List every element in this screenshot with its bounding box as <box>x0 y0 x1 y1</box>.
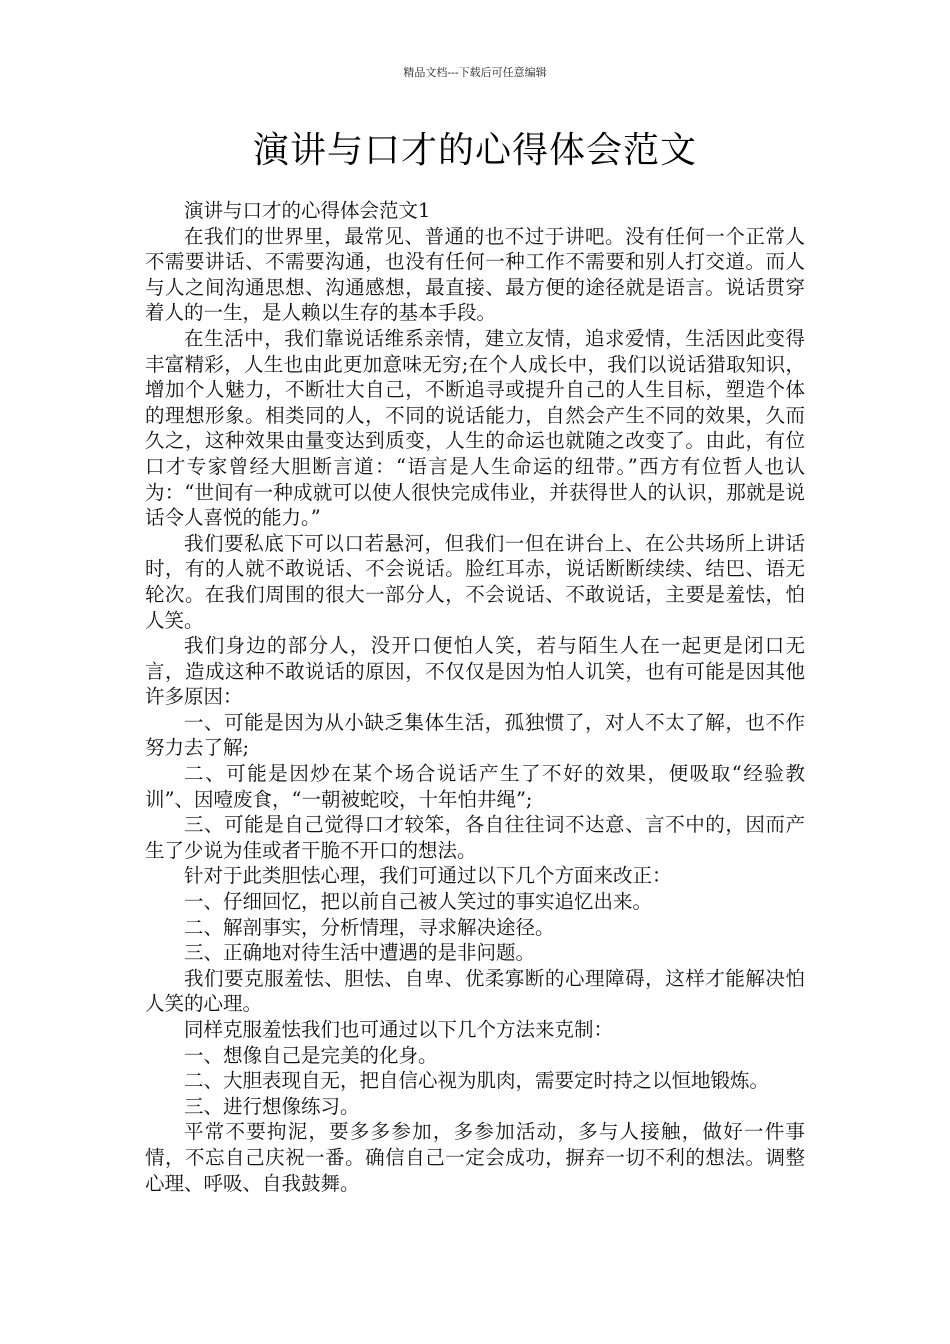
list-item: 三、进行想像练习。 <box>184 1094 360 1118</box>
list-item: 三、正确地对待生活中遭遇的是非问题。 <box>184 941 536 965</box>
paragraph: 针对于此类胆怯心理，我们可通过以下几个方面来改正： <box>184 864 672 888</box>
list-item: 一、仔细回忆，把以前自己被人笑过的事实追忆出来。 <box>184 890 653 914</box>
list-item: 一、想像自己是完美的化身。 <box>184 1043 438 1067</box>
paragraph: 同样克服羞怯我们也可通过以下几个方法来克制： <box>184 1018 614 1041</box>
paragraph: 在我们的世界里，最常见、普通的也不过于讲吧。没有任何一个正常人不需要讲话、不需要沟通，也没有任何一种工作不需要和别人打交道。而人与人之间沟通思想、沟通感想，最直接、最方便的途径就是语言。说话贯穿着人的一生，是人赖以生存的基本手段。 <box>145 224 805 325</box>
paragraph: 我们身边的部分人，没开口便怕人笑，若与陌生人在一起更是闭口无言，造成这种不敢说话的原因，不仅仅是因为怕人讥笑，也有可能是因其他许多原因： <box>145 634 805 709</box>
paragraph: 我们要私底下可以口若悬河，但我们一但在讲台上、在公共场所上讲话时，有的人就不敢说话、不会说话。脸红耳赤，说话断断续续、结巴、语无轮次。在我们周围的很大一部分人，不会说话、不敢说话，主要是羞怯，怕人笑。 <box>145 531 805 632</box>
list-item: 二、大胆表现自无，把自信心视为肌肉，需要定时持之以恒地锻炼。 <box>184 1069 770 1093</box>
list-item: 一、可能是因为从小缺乏集体生活，孤独惯了，对人不太了解，也不作努力去了解; <box>145 710 805 760</box>
list-item: 二、可能是因炒在某个场合说话产生了不好的效果，便吸取“经验教训”、因噎废食，“一朝被蛇咬，十年怕井绳”; <box>145 762 805 811</box>
paragraph: 我们要克服羞怯、胆怯、自卑、优柔寡断的心理障碍，这样才能解决怕人笑的心理。 <box>145 966 805 1016</box>
list-item: 二、解剖事实，分析情理，寻求解决途径。 <box>184 915 555 939</box>
paragraph: 平常不要拘泥，要多多参加，多参加活动，多与人接触，做好一件事情，不忘自己庆祝一番。确信自己一定会成功，摒弃一切不利的想法。调整心理、呼吸、自我鼓舞。 <box>145 1120 805 1195</box>
header-note: 精品文档---下载后可任意编辑 <box>403 66 547 79</box>
paragraph-subtitle: 演讲与口才的心得体会范文1 <box>184 199 431 222</box>
document-title: 演讲与口才的心得体会范文 <box>252 130 697 171</box>
document-body <box>145 198 805 1196</box>
paragraph: 在生活中，我们靠说话维系亲情，建立友情，追求爱情，生活因此变得丰富精彩，人生也由此更加意味无穷;在个人成长中，我们以说话猎取知识，增加个人魅力，不断壮大自己，不断追寻或提升自己的人生目标，塑造个体的理想形象。相类同的人，不同的说话能力，自然会产生不同的效果，久而久之，这种效果由量变达到质变，人生的命运也就随之改变了。由此，有位口才专家曾经大胆断言道：“语言是人生命运的纽带。”西方有位哲人也认为：“世间有一种成就可以使人很快完成伟业，并获得世人的认识，那就是说话令人喜悦的能力。” <box>145 326 805 530</box>
list-item: 三、可能是自己觉得口才较笨，各自往往词不达意、言不中的，因而产生了少说为佳或者干脆不开口的想法。 <box>145 813 805 862</box>
